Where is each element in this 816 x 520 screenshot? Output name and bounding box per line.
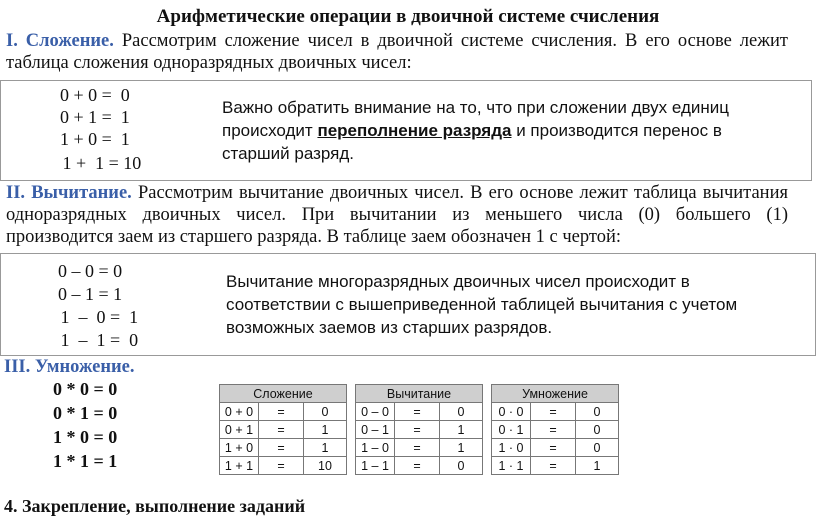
overflow-note-end: и производится перенос в старший разряд. [222, 121, 722, 163]
table-cell: 1 · 1 [492, 457, 531, 475]
subtraction-eq-1: 0 – 0 = 0 [58, 261, 123, 281]
table-cell: 1 + 1 [220, 457, 259, 475]
overflow-note [222, 96, 782, 165]
table-cell: = [531, 421, 576, 439]
table-cell: = [531, 457, 576, 475]
table-cell: = [395, 421, 440, 439]
table-cell: 1 – 1 [356, 457, 395, 475]
subtraction-eq-3: 1 – 0 = 1 [56, 307, 139, 327]
multiplication-eq-4: 1 * 1 = 1 [53, 451, 118, 471]
addition-paragraph [6, 30, 788, 74]
table-cell: = [259, 421, 304, 439]
table-cell: = [395, 457, 440, 475]
table-cell: 0 [576, 439, 619, 457]
table-cell: 1 + 0 [220, 439, 259, 457]
multiplication-eq-1: 0 * 0 = 0 [53, 379, 118, 399]
table-cell: = [259, 403, 304, 421]
table-cell: 1 · 0 [492, 439, 531, 457]
table-cell: 1 [304, 439, 347, 457]
operations-table [219, 384, 619, 475]
table-cell: = [531, 439, 576, 457]
subtraction-eq-4: 1 – 1 = 0 [56, 330, 139, 350]
table-cell: 0 – 1 [356, 421, 395, 439]
table-cell: = [259, 457, 304, 475]
addition-eq-1: 0 + 0 = 0 [60, 85, 130, 105]
subtraction-text: Рассмотрим вычитание двоичных чисел. В его основе лежит таблица вычитания одноразрядных двоичных чисел. При вычитании из меньшего числа (0) большего (1) производится заем из старшего разряда. В таблице заем обозначен 1 с чертой: [6, 183, 788, 247]
table-row [220, 457, 619, 475]
table-cell: 0 [440, 457, 483, 475]
subtraction-eq-2: 0 – 1 = 1 [58, 284, 123, 304]
addition-eq-3: 1 + 0 = 1 [60, 129, 130, 149]
table-cell: 1 [304, 421, 347, 439]
page-title: Арифметические операции в двоичной системе счисления [156, 6, 660, 27]
table-cell: 1 [440, 439, 483, 457]
table-cell: 0 + 1 [220, 421, 259, 439]
table-cell: 1 – 0 [356, 439, 395, 457]
table-cell: = [395, 403, 440, 421]
table-row [220, 439, 619, 457]
table-cell: 10 [304, 457, 347, 475]
table-cell: 1 [576, 457, 619, 475]
table-cell: 0 [440, 403, 483, 421]
subtraction-note: Вычитание многоразрядных двоичных чисел происходит в соответствии с вышеприведенной таблицей вычитания с учетом возможных заемов из старших разрядов. [226, 272, 738, 337]
subtraction-paragraph [6, 182, 788, 248]
table-row [220, 421, 619, 439]
table-header-subtraction: Вычитание [356, 385, 483, 403]
footer-heading: 4. Закрепление, выполнение заданий [4, 496, 306, 516]
table-header-multiplication: Умножение [492, 385, 619, 403]
table-cell: 0 [304, 403, 347, 421]
table-cell: 0 · 1 [492, 421, 531, 439]
addition-heading: I. Сложение. [6, 31, 114, 51]
multiplication-eq-3: 1 * 0 = 0 [53, 427, 118, 447]
overflow-term: переполнение разряда [317, 121, 512, 140]
table-cell: 1 [440, 421, 483, 439]
multiplication-eq-2: 0 * 1 = 0 [53, 403, 118, 423]
addition-eq-4: 1 + 1 = 10 [58, 153, 142, 173]
table-cell: = [395, 439, 440, 457]
table-cell: 0 [576, 403, 619, 421]
multiplication-heading: III. Умножение. [4, 357, 135, 377]
overflow-note-start: Важно обратить внимание на то, что при сложении двух единиц происходит [222, 98, 730, 140]
table-cell: 0 [576, 421, 619, 439]
subtraction-heading: II. Вычитание. [6, 183, 132, 203]
table-cell: = [259, 439, 304, 457]
addition-text: Рассмотрим сложение чисел в двоичной системе счисления. В его основе лежит таблица сложения одноразрядных двоичных чисел: [6, 31, 788, 73]
table-cell: 0 – 0 [356, 403, 395, 421]
table-cell: = [531, 403, 576, 421]
table-cell: 0 + 0 [220, 403, 259, 421]
table-cell: 0 · 0 [492, 403, 531, 421]
table-header-addition: Сложение [220, 385, 347, 403]
addition-eq-2: 0 + 1 = 1 [60, 107, 130, 127]
table-row [220, 403, 619, 421]
